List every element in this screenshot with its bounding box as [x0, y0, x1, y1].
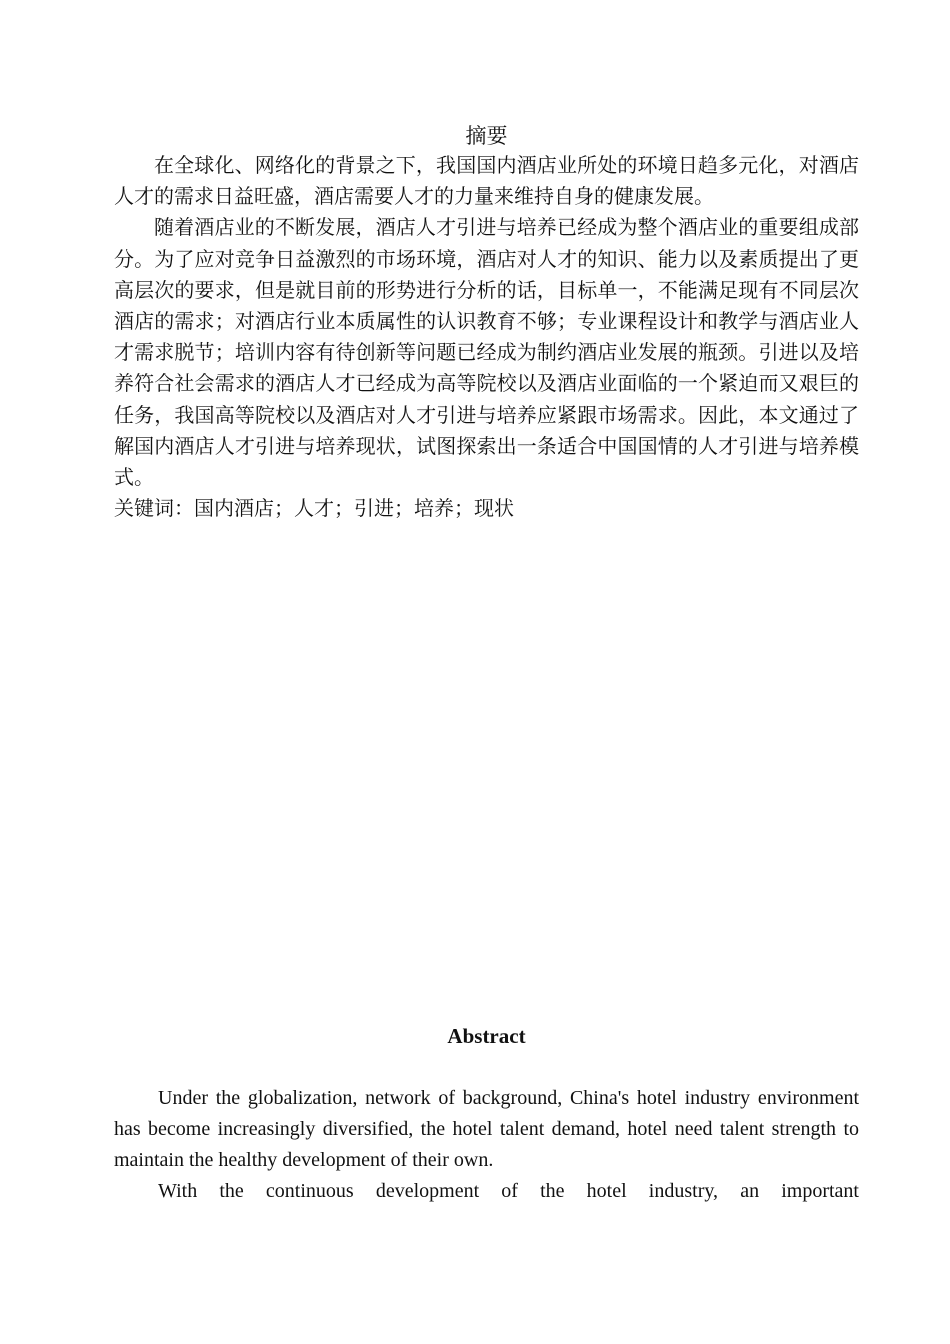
chinese-keywords: 关键词：国内酒店；人才；引进；培养；现状 [114, 498, 514, 521]
english-abstract-body [114, 1083, 859, 1207]
english-abstract-title: Abstract [447, 1024, 526, 1048]
document-page [114, 0, 859, 1344]
english-abstract-paragraph-1: Under the globalization, network of background, China's hotel industry environment has become increasingly diversified, the hotel talent demand, hotel need talent strength to maintain the healthy development of their own. [114, 1087, 859, 1171]
chinese-abstract-paragraph-2: 随着酒店业的不断发展，酒店人才引进与培养已经成为整个酒店业的重要组成部分。为了应对竞争日益激烈的市场环境，酒店对人才的知识、能力以及素质提出了更高层次的要求，但是就目前的形势进行分析的话，目标单一，不能满足现有不同层次酒店的需求；对酒店行业本质属性的认识教育不够；专业课程设计和教学与酒店业人才需求脱节；培训内容有待创新等问题已经成为制约酒店业发展的瓶颈。引进以及培养符合社会需求的酒店人才已经成为高等院校以及酒店业面临的一个紧迫而又艰巨的任务，我国高等院校以及酒店对人才引进与培养应紧跟市场需求。因此，本文通过了解国内酒店人才引进与培养现状，试图探索出一条适合中国国情的人才引进与培养模式。 [114, 217, 859, 490]
chinese-abstract-paragraph-1: 在全球化、网络化的背景之下，我国国内酒店业所处的环境日趋多元化，对酒店人才的需求日益旺盛，酒店需要人才的力量来维持自身的健康发展。 [114, 155, 859, 209]
chinese-abstract-title: 摘要 [465, 124, 508, 148]
chinese-abstract-body [114, 151, 859, 525]
english-abstract-paragraph-2: With the continuous development of the hotel industry, an important [158, 1180, 859, 1202]
